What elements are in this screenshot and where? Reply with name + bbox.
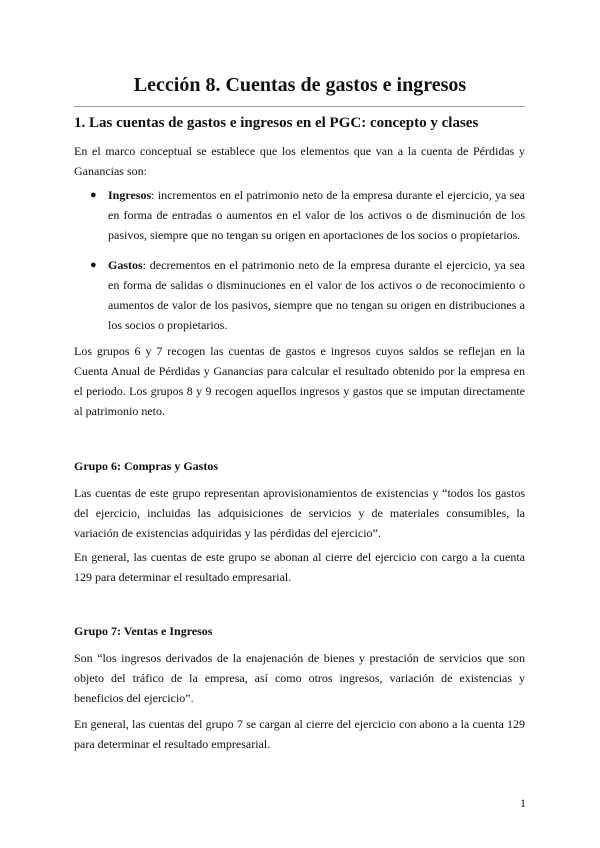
bullet-gastos xyxy=(108,255,525,335)
bullet-term: Ingresos xyxy=(108,188,152,202)
group7-paragraph-2: En general, las cuentas del grupo 7 se cargan al cierre del ejercicio con abono a la cuenta 129 para determinar el resultado empresarial. xyxy=(74,717,525,751)
bullet-ingresos xyxy=(108,185,525,245)
bullet-term: Gastos xyxy=(108,258,143,272)
bullet-text: : incrementos en el patrimonio neto de la empresa durante el ejercicio, ya sea en forma de entradas o aumentos en el valor de los activos o de disminución de los pasivos, siempre que no tengan su origen en aportaciones de los socios o propietarios. xyxy=(108,188,525,242)
bullet-dot-icon: ● xyxy=(90,259,97,271)
closing-paragraph: Los grupos 6 y 7 recogen las cuentas de gastos e ingresos cuyos saldos se reflejan en la Cuenta Anual de Pérdidas y Ganancias para calcular el resultado obtenido por la empresa en el periodo. Los grupos 8 y 9 recogen aquellos ingresos y gastos que se imputan directamente al patrimonio neto. xyxy=(74,344,525,418)
group6-heading: Grupo 6: Compras y Gastos xyxy=(74,459,219,473)
bullet-text: : decrementos en el patrimonio neto de la empresa durante el ejercicio, ya sea en forma de salidas o disminuciones en el valor de los activos o de reconocimiento o aumentos de valor de los pasivos, siempre que no tengan su origen en distribuciones a los socios o propietarios. xyxy=(108,258,525,332)
intro-paragraph: En el marco conceptual se establece que los elementos que van a la cuenta de Pérdidas y Ganancias son: xyxy=(74,144,525,178)
group7-paragraph-1: Son “los ingresos derivados de la enajenación de bienes y prestación de servicios que son objeto del tráfico de la empresa, así como otros ingresos, variación de existencias y beneficios del ejercicio”. xyxy=(74,651,525,705)
page-number: 1 xyxy=(520,796,526,810)
page-title: Lección 8. Cuentas de gastos e ingresos xyxy=(133,74,467,96)
bullet-dot-icon: ● xyxy=(90,189,97,201)
title-divider xyxy=(74,106,525,107)
group6-paragraph-2: En general, las cuentas de este grupo se abonan al cierre del ejercicio con cargo a la cuenta 129 para determinar el resultado empresarial. xyxy=(74,550,525,584)
section-heading: 1. Las cuentas de gastos e ingresos en el PGC: concepto y clases xyxy=(74,115,479,131)
group7-heading: Grupo 7: Ventas e Ingresos xyxy=(74,624,213,638)
group6-paragraph-1: Las cuentas de este grupo representan aprovisionamientos de existencias y “todos los gastos del ejercicio, incluidas las adquisiciones de servicios y de materiales consumibles, la variación de existencias adquiridas y las pérdidas del ejercicio”. xyxy=(74,486,525,540)
